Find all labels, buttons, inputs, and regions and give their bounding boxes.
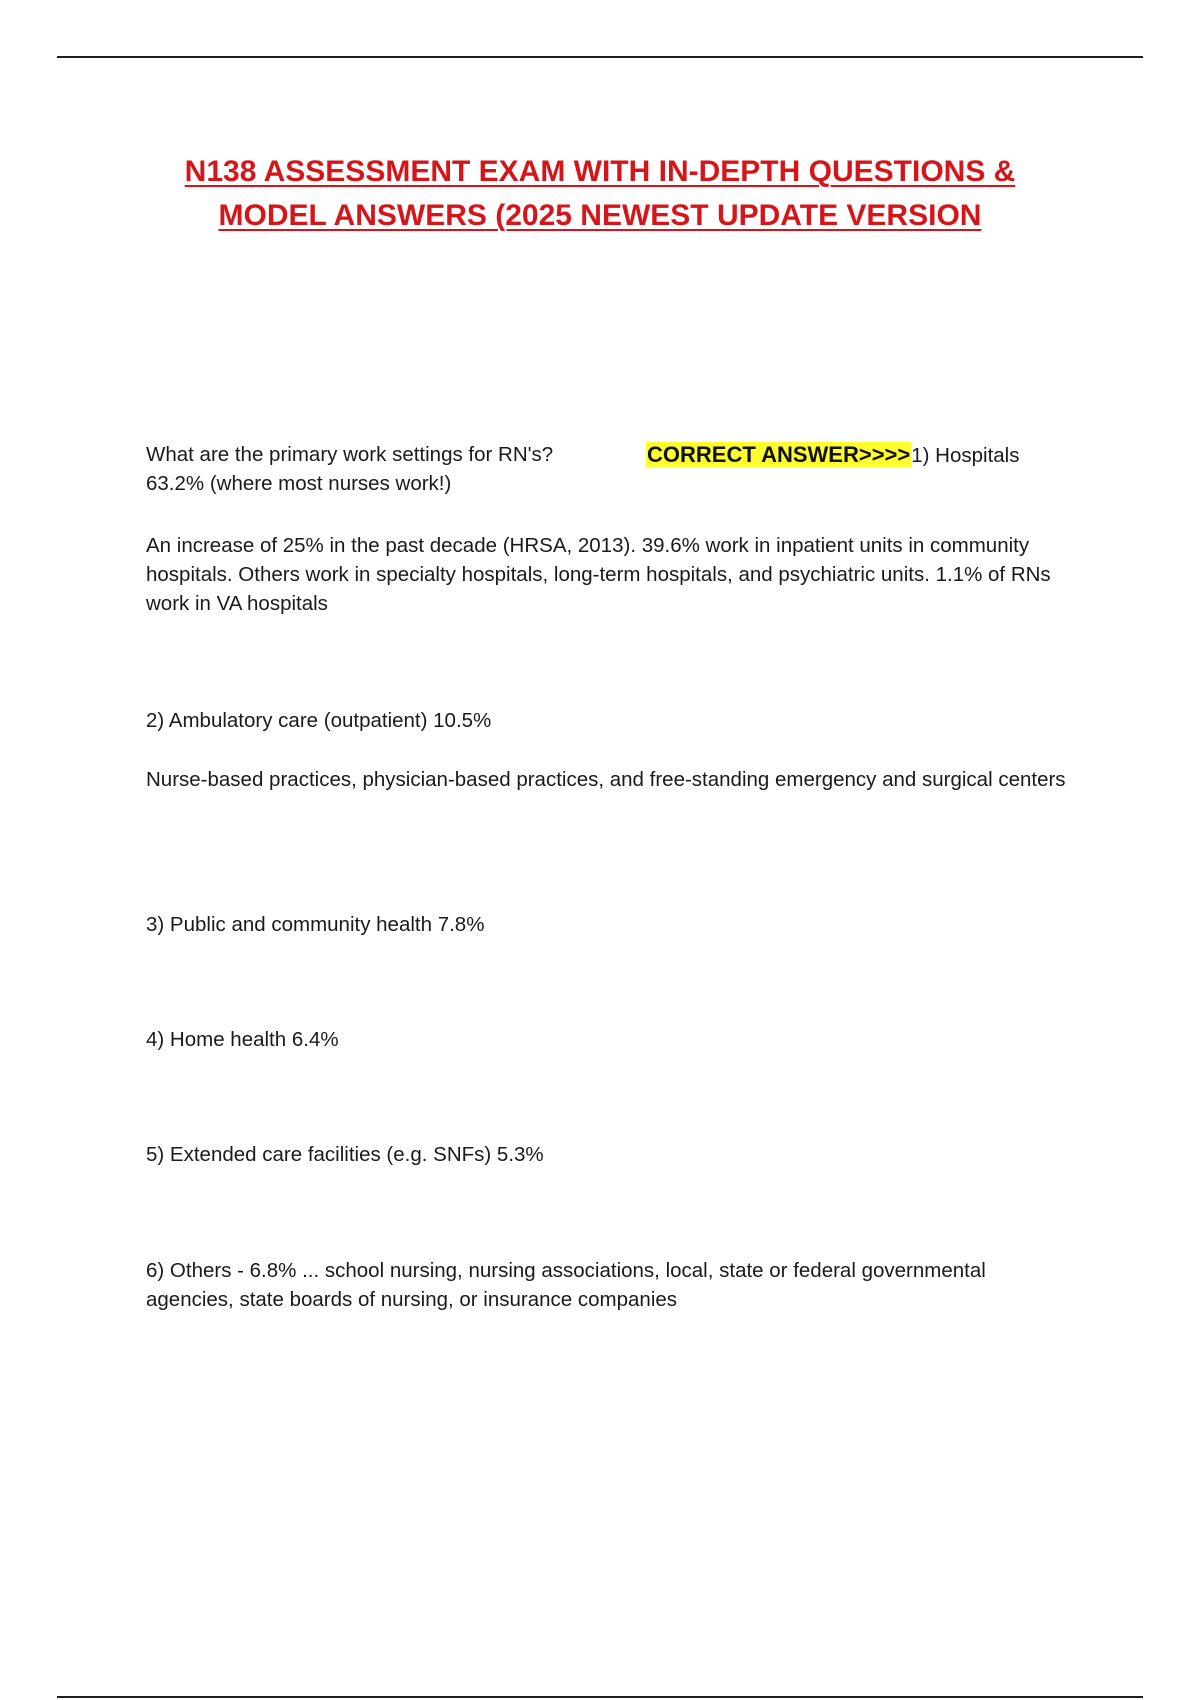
- answer-paragraph: 2) Ambulatory care (outpatient) 10.5%: [146, 709, 492, 732]
- title-line-1: N138 ASSESSMENT EXAM WITH IN-DEPTH QUESTIONS &: [184, 155, 1016, 188]
- document-title: [100, 150, 1100, 238]
- title-line-2: MODEL ANSWERS (2025 NEWEST UPDATE VERSION: [218, 199, 982, 232]
- answer-paragraph: Nurse-based practices, physician-based practices, and free-standing emergency and surgical centers: [146, 768, 1066, 791]
- correct-answer-label: CORRECT ANSWER>>>>: [647, 442, 911, 467]
- answer-paragraph: 5) Extended care facilities (e.g. SNFs) 5.3%: [146, 1143, 544, 1166]
- answer-start: [646, 440, 1020, 470]
- top-divider: [57, 56, 1143, 58]
- answer-line-2: 63.2% (where most nurses work!): [146, 472, 452, 495]
- answer-paragraph: 6) Others - 6.8% ... school nursing, nursing associations, local, state or federal governmental agencies, state boards of nursing, or insurance companies: [146, 1259, 986, 1311]
- question-text: What are the primary work settings for RN's?: [146, 443, 554, 466]
- answer-first-part: 1) Hospitals: [911, 444, 1020, 467]
- answer-paragraph: 3) Public and community health 7.8%: [146, 913, 485, 936]
- question-block: [146, 440, 1066, 498]
- answer-paragraph: An increase of 25% in the past decade (HRSA, 2013). 39.6% work in inpatient units in community hospitals. Others work in specialty hospitals, long-term hospitals, and psychiatric units. 1.1% of RNs work in VA hospitals: [146, 534, 1051, 615]
- bottom-divider: [57, 1696, 1143, 1698]
- answer-paragraph: 4) Home health 6.4%: [146, 1028, 339, 1051]
